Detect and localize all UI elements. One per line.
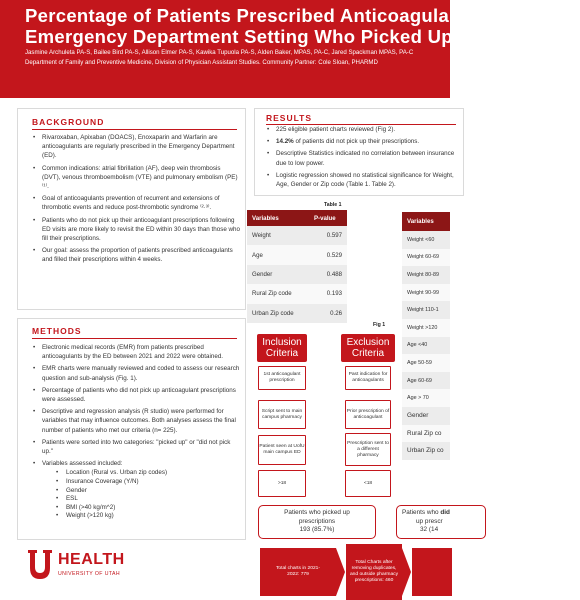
table-row bbox=[402, 442, 450, 460]
table-cell: Gender bbox=[247, 265, 309, 284]
block-u-icon bbox=[26, 548, 54, 582]
column-header: P-value bbox=[309, 210, 347, 226]
table-cell: Weight >120 bbox=[402, 319, 450, 337]
table-cell: Weight <60 bbox=[402, 231, 450, 249]
exclusion-box: Prescription sent to a different pharmacy bbox=[345, 433, 391, 466]
pvalue-table bbox=[247, 210, 347, 323]
table-row bbox=[402, 249, 450, 267]
table-cell: Weight 90-99 bbox=[402, 284, 450, 302]
highlight-percent: 14.2% bbox=[276, 138, 294, 146]
outcome-label: Patients who picked up prescriptions bbox=[284, 509, 350, 525]
column-header: Variables bbox=[402, 212, 450, 231]
authors-line: Jasmine Archuleta PA-S, Bailee Bird PA-S, Allison Elmer PA-S, Kawika Tupuola PA-S, Alden Baker, MPAS, PA-C, Jared Spackman MPAS, PA-C bbox=[25, 49, 414, 56]
list-item: • Percentage of patients who did not pick up anticoagulant prescriptions were assessed. bbox=[32, 386, 242, 404]
methods-list bbox=[32, 343, 242, 524]
outcome-label-cont: up prescr bbox=[416, 517, 443, 525]
variables-sublist bbox=[42, 469, 242, 521]
table-cell: Urban Zip co bbox=[402, 442, 450, 460]
table-row bbox=[402, 301, 450, 319]
list-item: • Descriptive and regression analysis (R studio) were performed for variables that may influence outcomes. Both analyses assess the final number of patients who met our criteria (n= 225). bbox=[32, 407, 242, 435]
background-list bbox=[32, 133, 240, 268]
table-row bbox=[402, 319, 450, 337]
table-cell: Age > 70 bbox=[402, 389, 450, 407]
exclusion-box: Past indication for anticoagulants bbox=[345, 366, 391, 390]
table-cell: 0.193 bbox=[309, 284, 347, 303]
regression-table bbox=[402, 212, 450, 460]
list-item: • EMR charts were manually reviewed and coded to assess our research question and sub-analysis (Fig. 1). bbox=[32, 364, 242, 382]
inclusion-box: Patient seen at UofU main campus ED bbox=[258, 435, 306, 465]
table-cell: Age 60-69 bbox=[402, 372, 450, 390]
list-item: • Goal of anticoagulants prevention of recurrent and extensions of thrombotic events and reduce post-thrombotic syndrome ⁽²·³⁾. bbox=[32, 194, 240, 212]
variables-intro: Variables assessed included: bbox=[42, 460, 123, 468]
flow-step-2: Total Charts after removing duplicates, and outside pharmacy prescriptions: 460 bbox=[346, 544, 402, 600]
list-item: • Patients were sorted into two categories: "picked up" or "did not pick up." bbox=[32, 438, 242, 456]
sub-list-item: • Insurance Coverage (Y/N) bbox=[42, 478, 242, 487]
flow-step-1: Total charts in 2021-2022: 779 bbox=[260, 548, 336, 596]
table-cell: Weight 60-69 bbox=[402, 249, 450, 267]
sub-list-item: • Weight (>120 kg) bbox=[42, 512, 242, 521]
list-item: • Our goal: assess the proportion of patients prescribed anticoagulants and filled their prescriptions within 4 weeks. bbox=[32, 246, 240, 264]
poster-title bbox=[25, 5, 580, 47]
table-row bbox=[402, 266, 450, 284]
list-item: • 225 eligible patient charts reviewed (Fig 2). bbox=[266, 125, 466, 134]
table-row bbox=[402, 231, 450, 249]
flow-step-3 bbox=[412, 548, 452, 596]
author-block bbox=[25, 48, 505, 68]
exclusion-criteria-header: Exclusion Criteria bbox=[341, 334, 395, 362]
title-line-2: Emergency Department Setting Who Picked Up Prescriptions bbox=[25, 26, 580, 47]
table-cell: Weight 80-89 bbox=[402, 266, 450, 284]
table-cell: Age bbox=[247, 245, 309, 264]
table-header-row bbox=[247, 210, 347, 226]
table-row bbox=[402, 389, 450, 407]
not-picked-up-outcome bbox=[396, 505, 486, 539]
table-row bbox=[402, 337, 450, 355]
title-line-1: Percentage of Patients Prescribed Anticoagulants in the bbox=[25, 5, 535, 26]
outcome-bold: did bbox=[440, 509, 450, 517]
table-cell: Age <40 bbox=[402, 337, 450, 355]
inclusion-criteria-header: Inclusion Criteria bbox=[257, 334, 307, 362]
exclusion-box: <18 bbox=[345, 470, 391, 497]
logo-subtitle: UNIVERSITY OF UTAH bbox=[58, 571, 121, 577]
inclusion-box: Script sent to main campus pharmacy bbox=[258, 400, 306, 429]
sub-list-item: • BMI (>40 kg/m^2) bbox=[42, 504, 242, 513]
table-row bbox=[247, 265, 347, 284]
table-row bbox=[247, 284, 347, 303]
table-cell: 0.529 bbox=[309, 245, 347, 264]
inclusion-box: >18 bbox=[258, 470, 306, 497]
list-item: • Common indications: atrial fibrillation (AF), deep vein thrombosis (DVT), venous thromboembolism (VTE) and pulmonary embolism (PE) ⁽¹⁾. bbox=[32, 164, 240, 192]
list-item bbox=[266, 137, 466, 146]
list-item: • Descriptive Statistics indicated no correlation between insurance due to low power. bbox=[266, 149, 466, 167]
flow-arrow bbox=[402, 548, 411, 596]
table-cell: Age 50-59 bbox=[402, 354, 450, 372]
list-item: • Electronic medical records (EMR) from patients prescribed anticoagulants by the ED between 2021 and 2022 were obtained. bbox=[32, 343, 242, 361]
exclusion-box: Prior prescription of anticoagulant bbox=[345, 400, 391, 429]
affiliation-line: Department of Family and Preventive Medicine, Division of Physician Assistant Studies. Community Partner: Cole Sloan, PHARMD bbox=[25, 59, 378, 66]
outcome-label bbox=[402, 509, 450, 518]
table-cell: Urban Zip code bbox=[247, 304, 309, 323]
table-row bbox=[402, 372, 450, 390]
list-item: • Patients who do not pick up their anticoagulant prescriptions following ED visits are more likely to revisit the ED within 30 days than those who fill their prescriptions. bbox=[32, 216, 240, 244]
table-row bbox=[247, 245, 347, 264]
list-item bbox=[32, 459, 242, 521]
sub-list-item: • ESL bbox=[42, 495, 242, 504]
picked-up-outcome bbox=[258, 505, 376, 539]
flow-arrow bbox=[336, 548, 345, 596]
table-row bbox=[247, 226, 347, 245]
outcome-value: 193 (85.7%) bbox=[299, 526, 335, 534]
methods-divider bbox=[32, 338, 237, 339]
sub-list-item: • Gender bbox=[42, 487, 242, 496]
table-header-row bbox=[402, 212, 450, 231]
background-divider bbox=[32, 129, 237, 130]
list-item: • Rivaroxaban, Apixaban (DOACS), Enoxaparin and Warfarin are anticoagulants are regularly prescribed in the Emergency Department (ED). bbox=[32, 133, 240, 161]
logo-wordmark: HEALTH bbox=[58, 551, 125, 568]
background-heading: BACKGROUND bbox=[32, 117, 105, 127]
poster-header bbox=[0, 0, 580, 98]
outcome-prefix: Patients who bbox=[402, 509, 441, 517]
table1-caption: Table 1 bbox=[324, 202, 342, 208]
table-cell: Gender bbox=[402, 407, 450, 425]
list-item: • Logistic regression showed no statistical significance for Weight, Age, Gender or Zip code (Table 1. Table 2). bbox=[266, 171, 466, 189]
table-cell: Weight bbox=[247, 226, 309, 245]
fig1-caption: Fig 1 bbox=[373, 322, 386, 328]
table-row bbox=[402, 425, 450, 443]
results-list bbox=[266, 125, 466, 192]
table-row bbox=[247, 304, 347, 323]
table-row bbox=[402, 354, 450, 372]
outcome-value: 32 (14 bbox=[420, 526, 439, 534]
sub-list-item: • Location (Rural vs. Urban zip codes) bbox=[42, 469, 242, 478]
methods-heading: METHODS bbox=[32, 326, 82, 336]
table-row bbox=[402, 407, 450, 425]
table-cell: 0.26 bbox=[309, 304, 347, 323]
table-cell: 0.597 bbox=[309, 226, 347, 245]
table-cell: 0.488 bbox=[309, 265, 347, 284]
column-header: Variables bbox=[247, 210, 309, 226]
table-row bbox=[402, 284, 450, 302]
university-logo bbox=[26, 545, 151, 585]
result-text: of patients did not pick up their prescriptions. bbox=[293, 138, 420, 146]
table-cell: Rural Zip co bbox=[402, 425, 450, 443]
inclusion-box: 1st anticoagulant prescription bbox=[258, 366, 306, 390]
results-heading: RESULTS bbox=[266, 113, 313, 123]
table-cell: Weight 110-1 bbox=[402, 301, 450, 319]
table-cell: Rural Zip code bbox=[247, 284, 309, 303]
